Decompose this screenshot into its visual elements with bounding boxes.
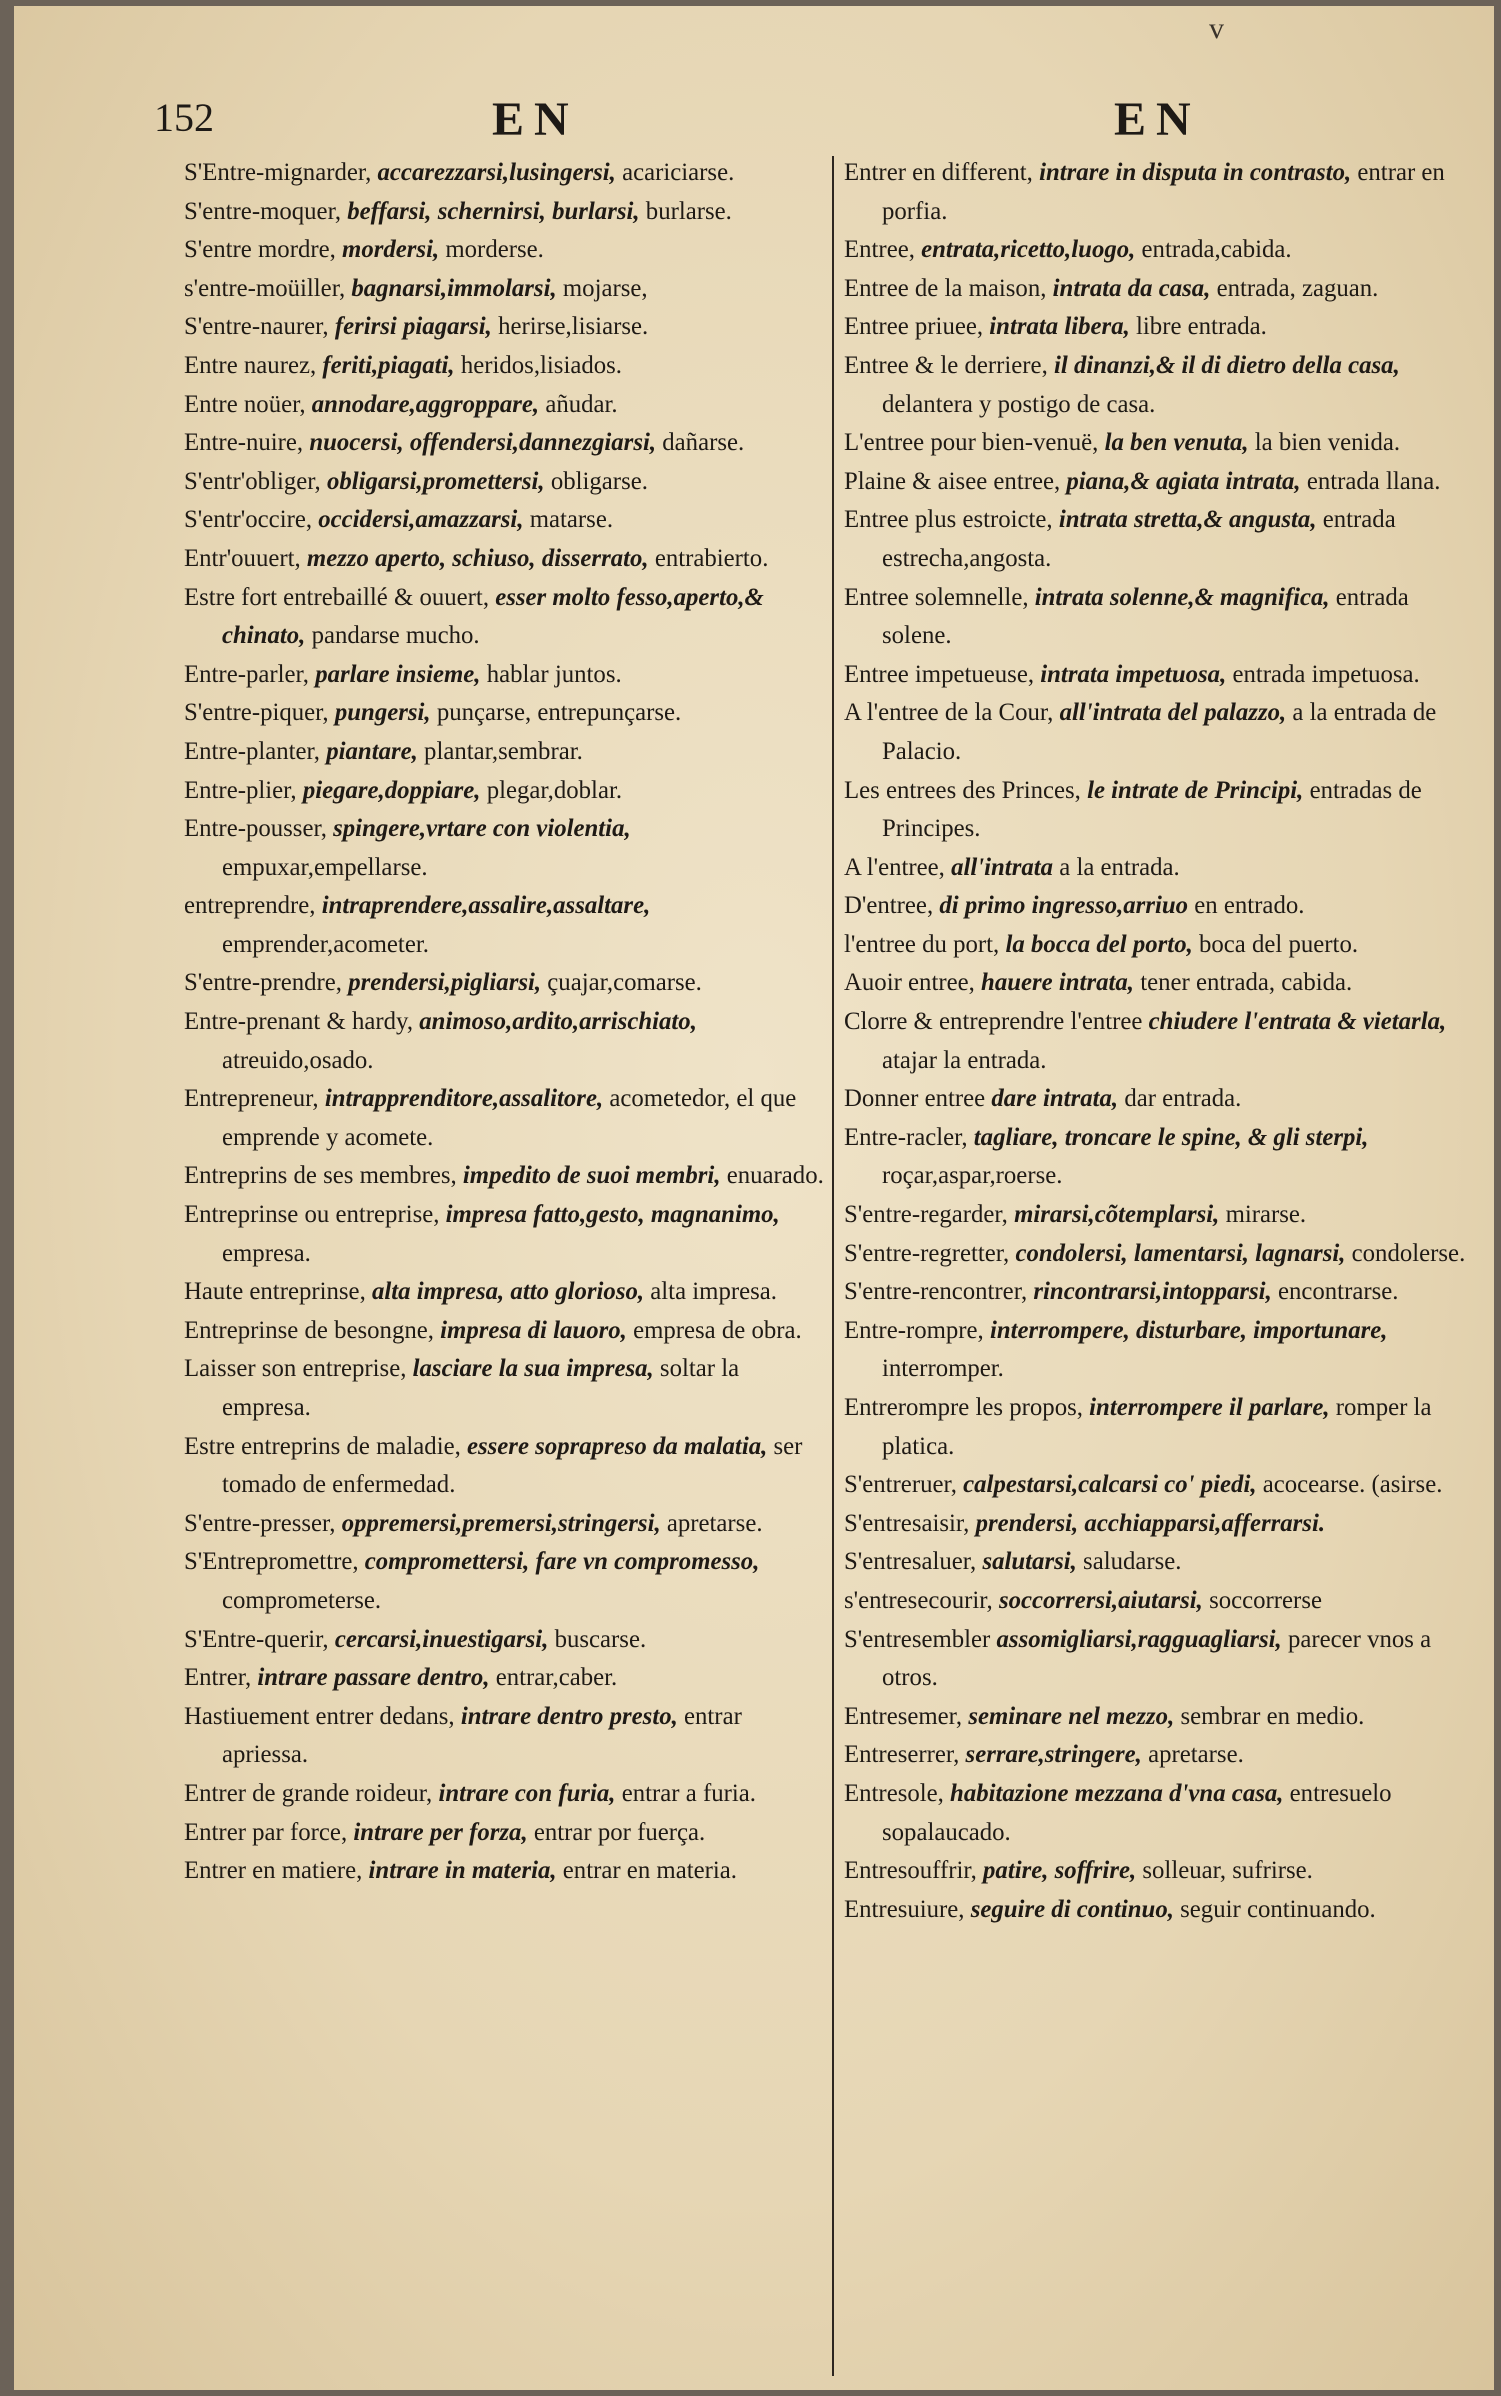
french-headword: Entrepreneur, xyxy=(184,1085,319,1113)
italian-gloss: patire, soffrire, xyxy=(983,1857,1137,1885)
italian-gloss: dare intrata, xyxy=(991,1085,1119,1113)
french-headword: Entre-nuire, xyxy=(184,429,304,457)
dictionary-entry xyxy=(184,1814,824,1853)
dictionary-entry xyxy=(844,1080,1476,1119)
spanish-gloss: punçarse, entrepunçarse. xyxy=(436,699,682,727)
italian-gloss: compromettersi, fare vn compromesso, xyxy=(364,1548,760,1576)
spanish-gloss: hablar juntos. xyxy=(486,660,622,688)
spanish-gloss: herirse,lisiarse. xyxy=(498,313,649,341)
dictionary-entry xyxy=(184,656,824,695)
french-headword: S'entresaisir, xyxy=(844,1509,970,1537)
spanish-gloss: entrada,cabida. xyxy=(1141,236,1292,264)
spanish-gloss: burlarse. xyxy=(645,197,732,225)
column-divider xyxy=(832,156,834,2376)
spanish-gloss: boca del puerto. xyxy=(1199,930,1359,958)
italian-gloss: intrata impetuosa, xyxy=(1040,660,1227,688)
dictionary-entry xyxy=(184,231,824,270)
dictionary-entry xyxy=(844,231,1476,270)
italian-gloss: interrompere, disturbare, importunare, xyxy=(989,1316,1388,1344)
dictionary-entry xyxy=(184,1273,824,1312)
italian-gloss: oppremersi,premersi,stringersi, xyxy=(341,1509,661,1537)
french-headword: Entreprinse de besongne, xyxy=(184,1316,434,1344)
dictionary-entry xyxy=(844,463,1476,502)
dictionary-entry xyxy=(844,1775,1476,1852)
italian-gloss: all'intrata del palazzo, xyxy=(1059,699,1287,727)
dictionary-entry xyxy=(184,154,824,193)
french-headword: Entre-planter, xyxy=(184,737,321,765)
dictionary-entry xyxy=(184,1196,824,1273)
french-headword: S'entre-naurer, xyxy=(184,313,329,341)
french-headword: Entre-parler, xyxy=(184,660,309,688)
dictionary-entry xyxy=(184,1543,824,1620)
french-headword: S'entre-piquer, xyxy=(184,699,329,727)
spanish-gloss: empresa de obra. xyxy=(633,1316,802,1344)
french-headword: S'Entrepromettre, xyxy=(184,1548,359,1576)
italian-gloss: cercarsi,inuestigarsi, xyxy=(334,1625,549,1653)
italian-gloss: condolersi, lamentarsi, lagnarsi, xyxy=(1015,1239,1346,1267)
dictionary-entry xyxy=(844,154,1476,231)
dictionary-entry xyxy=(184,772,824,811)
italian-gloss: mezzo aperto, schiuso, disserrato, xyxy=(306,544,649,572)
french-headword: S'entresaluer, xyxy=(844,1548,977,1576)
dictionary-entry xyxy=(844,1891,1476,1930)
french-headword: Entreprins de ses membres, xyxy=(184,1162,457,1190)
dictionary-entry xyxy=(844,424,1476,463)
spanish-gloss: entrar,caber. xyxy=(495,1664,618,1692)
dictionary-entry xyxy=(844,308,1476,347)
dictionary-entry xyxy=(184,501,824,540)
french-headword: Clorre & entreprendre l'entree xyxy=(844,1008,1143,1036)
french-headword: Entree de la maison, xyxy=(844,274,1047,302)
dictionary-entry xyxy=(184,270,824,309)
french-headword: A l'entree de la Cour, xyxy=(844,699,1054,727)
french-headword: S'entr'occire, xyxy=(184,506,313,534)
french-headword: Estre entreprins de maladie, xyxy=(184,1432,461,1460)
french-headword: Entre noüer, xyxy=(184,390,306,418)
spanish-gloss: mirarse. xyxy=(1225,1201,1307,1229)
spanish-gloss: entrar apriessa. xyxy=(222,1702,742,1769)
italian-gloss: feriti,piagati, xyxy=(322,351,455,379)
italian-gloss: seminare nel mezzo, xyxy=(968,1702,1175,1730)
spanish-gloss: mojarse, xyxy=(562,274,648,302)
italian-gloss: intrata libera, xyxy=(989,313,1130,341)
french-headword: Entreprinse ou entreprise, xyxy=(184,1201,440,1229)
italian-gloss: spingere,vrtare con violentia, xyxy=(333,815,631,843)
dictionary-entry xyxy=(184,1659,824,1698)
french-headword: Estre fort entrebaillé & ouuert, xyxy=(184,583,490,611)
french-headword: Donner entree xyxy=(844,1085,986,1113)
italian-gloss: interrompere il parlare, xyxy=(1089,1394,1330,1421)
spanish-gloss: apretarse. xyxy=(1148,1741,1244,1769)
italian-gloss: intrare in disputa in contrasto, xyxy=(1039,159,1352,186)
running-head-right: EN xyxy=(1114,93,1201,146)
french-headword: Entree & le derriere, xyxy=(844,351,1048,379)
spanish-gloss: atreuido,osado. xyxy=(222,1046,374,1074)
left-column xyxy=(184,154,824,2374)
dictionary-entry xyxy=(184,308,824,347)
french-headword: S'entre-moquer, xyxy=(184,197,342,225)
french-headword: Entree plus estroicte, xyxy=(844,506,1053,534)
french-headword: Les entrees des Princes, xyxy=(844,776,1081,804)
french-headword: Auoir entree, xyxy=(844,969,975,997)
italian-gloss: intrare in materia, xyxy=(368,1857,557,1885)
french-headword: Entree solemnelle, xyxy=(844,583,1029,611)
dictionary-entry xyxy=(184,1157,824,1196)
french-headword: Laisser son entreprise, xyxy=(184,1355,407,1383)
dictionary-entry xyxy=(844,1621,1476,1698)
spanish-gloss: en entrado. xyxy=(1194,892,1305,920)
spanish-gloss: entrabierto. xyxy=(654,544,769,572)
dictionary-entry xyxy=(184,1428,824,1505)
spanish-gloss: condolerse. xyxy=(1351,1239,1466,1267)
dictionary-entry xyxy=(184,347,824,386)
italian-gloss: piana,& agiata intrata, xyxy=(1066,467,1301,495)
italian-gloss: soccorrersi,aiutarsi, xyxy=(998,1586,1203,1614)
italian-gloss: nuocersi, offendersi,dannezgiarsi, xyxy=(309,429,657,457)
italian-gloss: beffarsi, schernirsi, burlarsi, xyxy=(347,197,640,225)
dictionary-entry xyxy=(844,270,1476,309)
french-headword: Entr'ouuert, xyxy=(184,544,301,572)
spanish-gloss: alta impresa. xyxy=(650,1278,777,1306)
dictionary-entry xyxy=(844,1505,1476,1544)
italian-gloss: pungersi, xyxy=(334,699,431,727)
italian-gloss: intrare passare dentro, xyxy=(257,1664,490,1692)
italian-gloss: seguire di continuo, xyxy=(970,1895,1174,1923)
french-headword: Haute entreprinse, xyxy=(184,1278,366,1306)
french-headword: S'Entre-mignarder, xyxy=(184,159,372,186)
spanish-gloss: apretarse. xyxy=(666,1509,763,1537)
italian-gloss: chiudere l'entrata & vietarla, xyxy=(1148,1008,1447,1036)
dictionary-entry xyxy=(184,694,824,733)
french-headword: Entre-racler, xyxy=(844,1123,968,1151)
italian-gloss: la ben venuta, xyxy=(1104,429,1249,457)
dictionary-entry xyxy=(184,1312,824,1351)
spanish-gloss: a la entrada. xyxy=(1059,853,1180,881)
dictionary-entry xyxy=(844,1582,1476,1621)
dictionary-entry xyxy=(184,887,824,964)
italian-gloss: le intrate de Principi, xyxy=(1087,776,1304,804)
italian-gloss: assomigliarsi,ragguagliarsi, xyxy=(996,1625,1282,1653)
french-headword: A l'entree, xyxy=(844,853,945,881)
french-headword: D'entree, xyxy=(844,892,934,920)
spanish-gloss: solleuar, sufrirse. xyxy=(1142,1857,1313,1885)
italian-gloss: annodare,aggroppare, xyxy=(311,390,540,418)
spanish-gloss: comprometerse. xyxy=(222,1586,382,1614)
dictionary-entry xyxy=(184,463,824,502)
italian-gloss: di primo ingresso,arriuo xyxy=(939,892,1189,920)
dictionary-entry xyxy=(844,964,1476,1003)
running-head-left: EN xyxy=(492,93,579,146)
french-headword: Entree impetueuse, xyxy=(844,660,1035,688)
spanish-gloss: entrada, zaguan. xyxy=(1216,274,1379,302)
spanish-gloss: parecer vnos a otros. xyxy=(882,1625,1432,1692)
spanish-gloss: entrada estrecha,angosta. xyxy=(882,506,1396,572)
italian-gloss: intrata stretta,& angusta, xyxy=(1058,506,1317,534)
dictionary-entry xyxy=(844,1736,1476,1775)
spanish-gloss: entrar a furia. xyxy=(621,1779,756,1807)
french-headword: Entree, xyxy=(844,236,915,264)
italian-gloss: habitazione mezzana d'vna casa, xyxy=(950,1779,1284,1807)
french-headword: Entresouffrir, xyxy=(844,1857,977,1885)
french-headword: Entreserrer, xyxy=(844,1741,960,1769)
dictionary-entry xyxy=(844,1196,1476,1235)
french-headword: Entre naurez, xyxy=(184,351,317,379)
italian-gloss: impresa di lauoro, xyxy=(440,1316,627,1344)
spanish-gloss: entrada solene. xyxy=(882,583,1409,650)
dictionary-entry xyxy=(184,1350,824,1427)
french-headword: S'Entre-querir, xyxy=(184,1625,329,1653)
dictionary-entry xyxy=(844,849,1476,888)
dictionary-entry xyxy=(844,1389,1476,1466)
spanish-gloss: dar entrada. xyxy=(1124,1085,1242,1113)
dictionary-entry xyxy=(184,964,824,1003)
italian-gloss: alta impresa, atto glorioso, xyxy=(371,1278,645,1306)
italian-gloss: mordersi, xyxy=(342,236,440,264)
dictionary-entry xyxy=(184,424,824,463)
dictionary-entry xyxy=(184,1852,824,1891)
spanish-gloss: entrar en porfia. xyxy=(882,159,1445,225)
dictionary-entry xyxy=(184,1621,824,1660)
italian-gloss: il dinanzi,& il di dietro della casa, xyxy=(1053,351,1400,379)
spanish-gloss: entrada impetuosa. xyxy=(1232,660,1420,688)
dictionary-entry xyxy=(844,1698,1476,1737)
spanish-gloss: plegar,doblar. xyxy=(486,776,623,804)
french-headword: Entre-prenant & hardy, xyxy=(184,1008,414,1036)
italian-gloss: impedito de suoi membri, xyxy=(462,1162,721,1190)
dictionary-entry xyxy=(844,1119,1476,1196)
spanish-gloss: atajar la entrada. xyxy=(882,1046,1047,1074)
spanish-gloss: plantar,sembrar. xyxy=(424,737,583,765)
italian-gloss: tagliare, troncare le spine, & gli sterpi, xyxy=(973,1123,1369,1151)
italian-gloss: la bocca del porto, xyxy=(1005,930,1193,958)
spanish-gloss: dañarse. xyxy=(662,429,745,457)
spanish-gloss: sembrar en medio. xyxy=(1180,1702,1365,1730)
italian-gloss: entrata,ricetto,luogo, xyxy=(921,236,1136,264)
french-headword: Entresuiure, xyxy=(844,1895,965,1923)
dictionary-entry xyxy=(184,540,824,579)
dictionary-entry xyxy=(184,193,824,232)
spanish-gloss: encontrarse. xyxy=(1277,1278,1399,1306)
dictionary-entry xyxy=(844,1312,1476,1389)
dictionary-entry xyxy=(184,733,824,772)
spanish-gloss: acariciarse. xyxy=(622,159,735,186)
french-headword: S'entresembler xyxy=(844,1625,991,1653)
dictionary-entry xyxy=(844,887,1476,926)
french-headword: Entrer de grande roideur, xyxy=(184,1779,433,1807)
french-headword: S'entreruer, xyxy=(844,1471,957,1499)
italian-gloss: esser molto fesso,aperto,& chinato, xyxy=(222,583,764,650)
italian-gloss: intraprendere,assalire,assaltare, xyxy=(321,892,651,920)
spanish-gloss: soccorrerse xyxy=(1209,1586,1322,1614)
dictionary-entry xyxy=(184,1003,824,1080)
italian-gloss: intrapprenditore,assalitore, xyxy=(324,1085,604,1113)
dictionary-entry xyxy=(844,656,1476,695)
italian-gloss: piantare, xyxy=(326,737,418,765)
spanish-gloss: interromper. xyxy=(882,1355,1004,1383)
italian-gloss: essere soprapreso da malatia, xyxy=(467,1432,768,1460)
french-headword: Hastiuement entrer dedans, xyxy=(184,1702,455,1730)
french-headword: s'entresecourir, xyxy=(844,1586,993,1614)
french-headword: Entrer par force, xyxy=(184,1818,348,1846)
french-headword: S'entre-regretter, xyxy=(844,1239,1010,1267)
french-headword: Entre-rompre, xyxy=(844,1316,984,1344)
spanish-gloss: añudar. xyxy=(545,390,618,418)
spanish-gloss: obligarse. xyxy=(550,467,648,495)
dictionary-entry xyxy=(184,1698,824,1775)
spanish-gloss: tener entrada, cabida. xyxy=(1140,969,1353,997)
french-headword: Entrerompre les propos, xyxy=(844,1394,1083,1421)
french-headword: Entrer en matiere, xyxy=(184,1857,363,1885)
italian-gloss: mirarsi,cõtemplarsi, xyxy=(1014,1201,1220,1229)
dictionary-entry xyxy=(844,347,1476,424)
spanish-gloss: entrar por fuerça. xyxy=(533,1818,706,1846)
spanish-gloss: buscarse. xyxy=(554,1625,647,1653)
dictionary-entry xyxy=(184,1775,824,1814)
book-page xyxy=(14,6,1494,2390)
dictionary-entry xyxy=(844,1273,1476,1312)
right-column xyxy=(844,154,1476,2374)
spanish-gloss: heridos,lisiados. xyxy=(460,351,622,379)
spanish-gloss: entrada llana. xyxy=(1306,467,1441,495)
dictionary-entry xyxy=(844,579,1476,656)
spanish-gloss: entresuelo sopalaucado. xyxy=(882,1779,1392,1846)
dictionary-entry xyxy=(844,1852,1476,1891)
french-headword: s'entre-moüiller, xyxy=(184,274,346,302)
dictionary-entry xyxy=(844,1003,1476,1080)
spanish-gloss: la bien venida. xyxy=(1254,429,1401,457)
italian-gloss: serrare,stringere, xyxy=(965,1741,1142,1769)
french-headword: entreprendre, xyxy=(184,892,316,920)
spanish-gloss: çuajar,comarse. xyxy=(547,969,702,997)
dictionary-entry xyxy=(184,579,824,656)
spanish-gloss: empuxar,empellarse. xyxy=(222,853,428,881)
dictionary-entry xyxy=(844,1235,1476,1274)
italian-gloss: prendersi, acchiapparsi,afferrarsi. xyxy=(975,1509,1326,1537)
spanish-gloss: entradas de Principes. xyxy=(882,776,1422,843)
italian-gloss: impresa fatto,gesto, magnanimo, xyxy=(445,1201,780,1229)
spanish-gloss: libre entrada. xyxy=(1136,313,1267,341)
french-headword: Entresemer, xyxy=(844,1702,963,1730)
italian-gloss: prendersi,pigliarsi, xyxy=(348,969,542,997)
dictionary-entry xyxy=(844,926,1476,965)
spanish-gloss: matarse. xyxy=(529,506,614,534)
italian-gloss: intrata solenne,& magnifica, xyxy=(1034,583,1330,611)
italian-gloss: parlare insieme, xyxy=(315,660,481,688)
italian-gloss: rincontrarsi,intopparsi, xyxy=(1033,1278,1272,1306)
french-headword: Entresole, xyxy=(844,1779,944,1807)
spanish-gloss: romper la platica. xyxy=(882,1394,1432,1460)
dictionary-entry xyxy=(844,772,1476,849)
top-mark: v xyxy=(1209,12,1224,45)
spanish-gloss: pandarse mucho. xyxy=(311,622,480,650)
italian-gloss: obligarsi,promettersi, xyxy=(326,467,545,495)
spanish-gloss: soltar la empresa. xyxy=(222,1355,740,1421)
italian-gloss: ferirsi piagarsi, xyxy=(334,313,492,341)
french-headword: S'entre-regarder, xyxy=(844,1201,1008,1229)
french-headword: Entree priuee, xyxy=(844,313,984,341)
french-headword: S'entre-prendre, xyxy=(184,969,342,997)
dictionary-entry xyxy=(184,810,824,887)
italian-gloss: hauere intrata, xyxy=(981,969,1134,997)
italian-gloss: calpestarsi,calcarsi co' piedi, xyxy=(963,1471,1257,1499)
italian-gloss: accarezzarsi,lusingersi, xyxy=(377,159,616,186)
dictionary-entry xyxy=(184,1505,824,1544)
italian-gloss: animoso,ardito,arrischiato, xyxy=(419,1008,697,1036)
spanish-gloss: empresa. xyxy=(222,1239,311,1267)
spanish-gloss: acocearse. (asirse. xyxy=(1262,1471,1443,1499)
italian-gloss: salutarsi, xyxy=(982,1548,1077,1576)
spanish-gloss: a la entrada de Palacio. xyxy=(882,699,1437,765)
french-headword: S'entre mordre, xyxy=(184,236,336,264)
dictionary-entry xyxy=(844,694,1476,771)
spanish-gloss: ser tomado de enfermedad. xyxy=(222,1432,803,1499)
page-number: 152 xyxy=(154,95,214,140)
italian-gloss: all'intrata xyxy=(951,853,1054,881)
spanish-gloss: morderse. xyxy=(445,236,544,264)
french-headword: S'entre-rencontrer, xyxy=(844,1278,1028,1306)
italian-gloss: lasciare la sua impresa, xyxy=(412,1355,654,1383)
spanish-gloss: entrar en materia. xyxy=(562,1857,737,1885)
dictionary-entry xyxy=(844,501,1476,578)
italian-gloss: intrare dentro presto, xyxy=(460,1702,678,1730)
italian-gloss: intrare per forza, xyxy=(353,1818,528,1846)
dictionary-entry xyxy=(844,1543,1476,1582)
spanish-gloss: delantera y postigo de casa. xyxy=(882,390,1156,418)
spanish-gloss: saludarse. xyxy=(1083,1548,1182,1576)
french-headword: Entrer en different, xyxy=(844,159,1033,186)
dictionary-entry xyxy=(184,386,824,425)
french-headword: Entre-plier, xyxy=(184,776,297,804)
french-headword: S'entr'obliger, xyxy=(184,467,321,495)
french-headword: L'entree pour bien-venuë, xyxy=(844,429,1099,457)
dictionary-entry xyxy=(844,1466,1476,1505)
italian-gloss: bagnarsi,immolarsi, xyxy=(351,274,557,302)
french-headword: S'entre-presser, xyxy=(184,1509,336,1537)
spanish-gloss: seguir continuando. xyxy=(1180,1895,1376,1923)
italian-gloss: piegare,doppiare, xyxy=(302,776,481,804)
spanish-gloss: emprender,acometer. xyxy=(222,930,429,958)
french-headword: Entre-pousser, xyxy=(184,815,327,843)
italian-gloss: occidersi,amazzarsi, xyxy=(318,506,524,534)
spanish-gloss: acometedor, el que emprende y acomete. xyxy=(222,1085,797,1151)
dictionary-entry xyxy=(184,1080,824,1157)
spanish-gloss: roçar,aspar,roerse. xyxy=(882,1162,1063,1190)
french-headword: Entrer, xyxy=(184,1664,252,1692)
italian-gloss: intrata da casa, xyxy=(1052,274,1211,302)
italian-gloss: intrare con furia, xyxy=(438,1779,616,1807)
spanish-gloss: enuarado. xyxy=(726,1162,824,1190)
french-headword: Plaine & aisee entree, xyxy=(844,467,1061,495)
french-headword: l'entree du port, xyxy=(844,930,1000,958)
